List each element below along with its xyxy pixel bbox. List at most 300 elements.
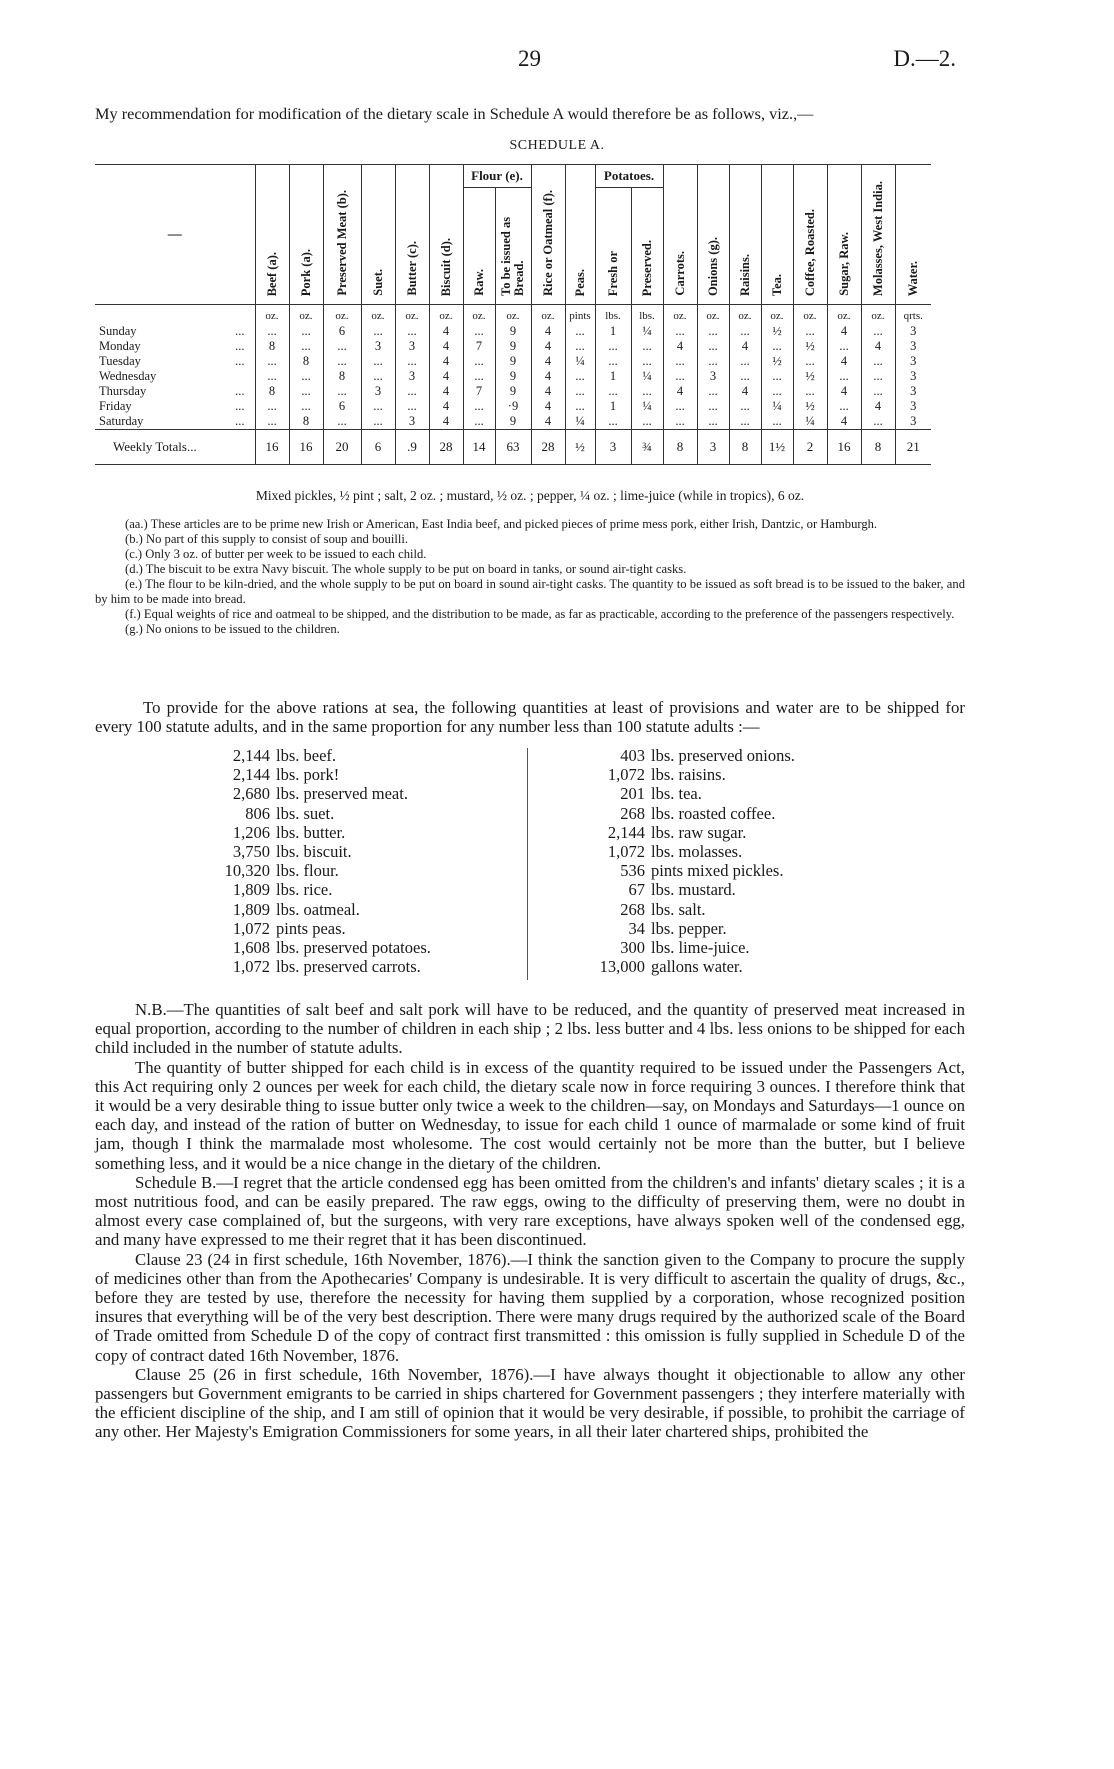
note-item: (b.) No part of this supply to consist of soup and bouilli. <box>125 532 408 546</box>
unit-cell: oz. <box>729 305 761 325</box>
table-cell: ¼ <box>631 369 663 384</box>
unit-cell: oz. <box>827 305 861 325</box>
table-cell: ... <box>463 399 495 414</box>
table-cell: ... <box>463 324 495 339</box>
table-cell: 8 <box>323 369 361 384</box>
leader-dots: ... <box>235 354 245 368</box>
weekly-totals-row <box>95 430 931 465</box>
unit-cell: oz. <box>323 305 361 325</box>
quantity-amount: 2,144 <box>232 746 270 765</box>
table-cell: ... <box>595 414 631 430</box>
schedule-title: SCHEDULE A. <box>509 138 605 153</box>
unit-cell: lbs. <box>631 305 663 325</box>
table-cell: 4 <box>531 414 565 430</box>
table-cell: ... <box>793 384 827 399</box>
quantity-row <box>570 957 900 976</box>
leader-dots: ... <box>235 399 245 413</box>
note-item: (g.) No onions to be issued to the children. <box>125 622 340 636</box>
units-row-label <box>95 305 255 325</box>
total-cell: ¾ <box>631 430 663 465</box>
table-cell: 3 <box>895 384 931 399</box>
quantity-row <box>175 823 505 842</box>
body-paragraph: Clause 25 (26 in first schedule, 16th November, 1876).—I have always thought it objectionable to allow any other passengers but Government emigrants to be carried in ships chartered for Government passengers ; they interfere materially with the efficient discipline of the ship, and I am still of opinion that it would be very desirable, if possible, to prohibit the carriage of any other. Her Majesty's Emigration Commissioners for some years, in all their later chartered ships, prohibited the <box>95 1364 965 1442</box>
unit-cell: oz. <box>395 305 429 325</box>
table-cell: 3 <box>895 324 931 339</box>
unit-cell: pints <box>565 305 595 325</box>
table-row <box>95 339 931 354</box>
table-cell: ½ <box>761 354 793 369</box>
quantity-row <box>175 784 505 803</box>
table-cell: ... <box>631 414 663 430</box>
quantity-row <box>175 957 505 976</box>
unit-cell: oz. <box>429 305 463 325</box>
table-cell: 3 <box>895 414 931 430</box>
quantity-item: pints peas. <box>276 918 346 938</box>
quantity-row <box>175 900 505 919</box>
total-cell: ½ <box>565 430 595 465</box>
quantity-amount: 201 <box>620 784 645 804</box>
table-cell: ... <box>793 324 827 339</box>
unit-cell: oz. <box>761 305 793 325</box>
table-cell: ... <box>565 399 595 414</box>
quantity-amount: 268 <box>620 899 645 919</box>
quantity-amount: 1,608 <box>232 938 270 958</box>
table-cell: 3 <box>395 339 429 354</box>
table-cell: ½ <box>761 324 793 339</box>
table-cell: ... <box>395 354 429 369</box>
col-header: Butter (c). <box>404 241 419 296</box>
quantity-row <box>175 919 505 938</box>
quantity-row <box>570 880 900 899</box>
table-cell: ... <box>827 339 861 354</box>
body-paragraph: Clause 23 (24 in first schedule, 16th November, 1876).—I think the sanction given to the Company to procure the supply of medicines other than from the Apothecaries' Company is undesirable. It is very difficult to ascertain the quality of drugs, &c., before they are tested by use, therefore the necessity for having them supplied by a corporation, whose recognized position insures that everything will be of the very best description. There were many drugs required by the authorized scale of the Board of Trade omitted from Schedule D of the copy of contract first transmitted : this omission is fully supplied in Schedule D of the copy of contract dated 16th November, 1876. <box>95 1249 965 1365</box>
col-header: Carrots. <box>672 251 687 296</box>
table-cell: 8 <box>255 384 289 399</box>
table-cell: 1 <box>595 324 631 339</box>
table-cell: ... <box>595 384 631 399</box>
col-header: Beef (a). <box>264 251 279 296</box>
table-cell: ... <box>663 354 697 369</box>
table-cell: ... <box>361 354 395 369</box>
quantity-item: lbs. preserved potatoes. <box>276 938 431 958</box>
day-label: Monday <box>99 339 141 353</box>
col-header: Preserved. <box>639 239 654 296</box>
quantity-amount: 2,144 <box>607 822 645 842</box>
quantity-row <box>570 900 900 919</box>
table-cell: ... <box>323 339 361 354</box>
table-cell: ¼ <box>565 414 595 430</box>
table-cell: ... <box>697 324 729 339</box>
note-item: (d.) The biscuit to be extra Navy biscuit. The whole supply to be put on board in tanks, or sound air-tight casks. <box>125 562 687 576</box>
column-divider <box>527 748 528 980</box>
unit-cell: oz. <box>697 305 729 325</box>
unit-cell: oz. <box>861 305 895 325</box>
table-cell: ... <box>289 399 323 414</box>
table-cell: ... <box>697 339 729 354</box>
leader-dots: ... <box>235 414 245 428</box>
table-cell: 9 <box>495 414 531 430</box>
table-cell: ... <box>663 324 697 339</box>
quantity-amount: 2,680 <box>232 784 270 804</box>
table-cell: ·9 <box>495 399 531 414</box>
quantity-row <box>570 823 900 842</box>
col-header: Biscuit (d). <box>438 237 453 296</box>
quantity-row <box>175 746 505 765</box>
table-cell: ... <box>729 369 761 384</box>
quantity-row <box>570 804 900 823</box>
table-cell: 3 <box>895 369 931 384</box>
table-cell: 4 <box>531 384 565 399</box>
quantity-item: lbs. preserved carrots. <box>276 957 421 977</box>
table-cell: ... <box>697 414 729 430</box>
potatoes-group-header: Potatoes. <box>595 165 663 188</box>
table-cell: ¼ <box>565 354 595 369</box>
note-item: (e.) The flour to be kiln-dried, and the whole supply to be put on board in sound air-tight casks. The quantity to be issued as soft bread is to be issued to the baker, and by him to be made into bread. <box>95 577 965 606</box>
quantity-item: lbs. tea. <box>651 784 702 804</box>
col-header: Rice or Oatmeal (f). <box>540 190 555 296</box>
quantity-row <box>175 804 505 823</box>
table-cell: 4 <box>729 384 761 399</box>
table-cell: ... <box>255 324 289 339</box>
table-row <box>95 324 931 339</box>
body-paragraph: Schedule B.—I regret that the article condensed egg has been omitted from the children's and infants' dietary scales ; it is a most nutritious food, and can be easily prepared. The raw eggs, owing to the difficulty of preserving them, were no doubt in almost every case complained of, but the surgeons, with very rare exceptions, have always spoken well of the condensed egg, and many have expressed to me their regret that it has been discontinued. <box>95 1172 965 1250</box>
table-cell: 4 <box>531 324 565 339</box>
table-cell: ... <box>323 354 361 369</box>
mixed-provisions-line: Mixed pickles, ½ pint ; salt, 2 oz. ; mustard, ½ oz. ; pepper, ¼ oz. ; lime-juice (while in tropics), 6 oz. <box>255 488 805 503</box>
table-cell: ¼ <box>761 399 793 414</box>
quantity-amount: 1,072 <box>607 842 645 862</box>
table-cell: ... <box>595 339 631 354</box>
quantity-item: lbs. flour. <box>276 861 339 881</box>
table-cell: 3 <box>895 354 931 369</box>
table-cell: 4 <box>663 384 697 399</box>
table-cell: ... <box>697 399 729 414</box>
col-header: Water. <box>905 260 920 296</box>
col-header: Peas. <box>572 268 587 296</box>
col-header: To be issued as Bread. <box>499 216 526 296</box>
table-cell: 6 <box>323 399 361 414</box>
table-cell: 4 <box>429 399 463 414</box>
quantity-item: gallons water. <box>651 957 743 977</box>
table-cell: ... <box>361 369 395 384</box>
quantity-item: lbs. molasses. <box>651 842 743 862</box>
table-cell: ... <box>323 414 361 430</box>
table-cell: ¼ <box>631 399 663 414</box>
table-cell: ... <box>361 414 395 430</box>
body-text <box>95 1000 965 1442</box>
quantity-amount: 268 <box>620 803 645 823</box>
table-cell: 4 <box>827 324 861 339</box>
day-label: Saturday <box>99 414 144 428</box>
quantity-amount: 2,144 <box>232 765 270 785</box>
table-cell: 9 <box>495 324 531 339</box>
table-cell: ½ <box>793 399 827 414</box>
unit-cell: oz. <box>793 305 827 325</box>
table-cell: 3 <box>361 384 395 399</box>
quantity-item: lbs. suet. <box>276 803 335 823</box>
col-header: Tea. <box>769 273 784 296</box>
note-item: (f.) Equal weights of rice and oatmeal to be shipped, and the distribution to be made, as far as practicable, according to the preference of the passengers respectively. <box>125 607 955 621</box>
table-cell: ... <box>395 324 429 339</box>
table-cell: 7 <box>463 339 495 354</box>
table-cell: ... <box>361 399 395 414</box>
quantity-amount: 34 <box>628 918 645 938</box>
total-cell: 8 <box>729 430 761 465</box>
total-cell: 8 <box>861 430 895 465</box>
table-cell: 4 <box>531 339 565 354</box>
body-paragraph: N.B.—The quantities of salt beef and salt pork will have to be reduced, and the quantity of preserved meat increased in equal proportion, according to the number of children in each ship ; 2 lbs. less butter and 4 lbs. less onions to be shipped for each child included in the number of statute adults. <box>95 1000 965 1058</box>
table-cell: 9 <box>495 384 531 399</box>
total-cell: 3 <box>595 430 631 465</box>
table-cell: 6 <box>323 324 361 339</box>
table-cell: 4 <box>729 339 761 354</box>
note-item: (aa.) These articles are to be prime new Irish or American, East India beef, and picked pieces of prime mess pork, either Irish, Dantzic, or Hamburgh. <box>125 517 878 531</box>
table-cell: 4 <box>429 339 463 354</box>
table-row <box>95 399 931 414</box>
quantity-amount: 300 <box>620 938 645 958</box>
quantity-amount: 3,750 <box>232 842 270 862</box>
table-cell: ... <box>663 414 697 430</box>
table-cell: 7 <box>463 384 495 399</box>
table-cell: 4 <box>531 399 565 414</box>
quantity-item: lbs. butter. <box>276 822 346 842</box>
provisions-intro: To provide for the above rations at sea, the following quantities at least of provisions and water are to be shipped for every 100 statute adults, and in the same proportion for any number less than 100 statute adults :— <box>95 698 965 736</box>
quantities-right-column <box>570 746 900 976</box>
col-header: Molasses, West India. <box>870 180 885 296</box>
quantity-amount: 67 <box>628 880 645 900</box>
table-cell: ... <box>565 339 595 354</box>
table-cell: ... <box>729 414 761 430</box>
quantity-row <box>570 861 900 880</box>
table-cell: ... <box>565 324 595 339</box>
quantity-item: lbs. pepper. <box>651 918 727 938</box>
quantity-row <box>570 746 900 765</box>
table-cell: 4 <box>429 324 463 339</box>
table-cell: 3 <box>895 339 931 354</box>
table-cell: ... <box>729 399 761 414</box>
day-label: Thursday <box>99 384 147 398</box>
table-cell: ... <box>861 324 895 339</box>
dietary-scale-table <box>95 164 931 465</box>
body-paragraph: The quantity of butter shipped for each child is in excess of the quantity required to be issued under the Passengers Act, this Act requiring only 2 ounces per week for each child, the dietary scale now in force requiring 3 ounces. I therefore think that it would be a very desirable thing to issue butter only twice a week to the children—say, on Mondays and Saturdays—1 ounce on each day, and instead of the ration of butter on Wednesday, to issue for each child 1 ounce of marmalade or some kind of fruit jam, though I think the marmalade most wholesome. The cost would certainly not be more than the butter, but I believe something less, and it would be a nice change in the dietary of the children. <box>95 1057 965 1173</box>
table-cell: ... <box>761 384 793 399</box>
table-cell: ... <box>323 384 361 399</box>
unit-cell: oz. <box>663 305 697 325</box>
unit-cell: oz. <box>289 305 323 325</box>
table-cell: ... <box>729 354 761 369</box>
table-cell: ... <box>395 384 429 399</box>
quantity-item: lbs. roasted coffee. <box>651 803 776 823</box>
table-cell: ... <box>861 384 895 399</box>
table-cell: ¼ <box>793 414 827 430</box>
col-header: Raw. <box>471 269 486 296</box>
page-number: 29 <box>518 46 541 71</box>
table-row <box>95 414 931 430</box>
quantity-amount: 1,072 <box>607 765 645 785</box>
quantity-row <box>175 842 505 861</box>
leader-dots: ... <box>235 324 245 338</box>
table-cell: ... <box>255 414 289 430</box>
table-cell: ... <box>761 414 793 430</box>
quantity-row <box>175 938 505 957</box>
day-label: Friday <box>99 399 132 413</box>
table-cell: ... <box>861 354 895 369</box>
col-header: Sugar, Raw. <box>836 232 851 296</box>
table-cell: ... <box>761 369 793 384</box>
table-cell: 3 <box>361 339 395 354</box>
quantity-amount: 10,320 <box>224 861 270 881</box>
table-cell: ... <box>289 369 323 384</box>
total-cell: 2 <box>793 430 827 465</box>
total-cell: 28 <box>531 430 565 465</box>
table-notes <box>95 488 965 637</box>
table-cell: ... <box>663 399 697 414</box>
table-cell: ... <box>289 384 323 399</box>
quantity-amount: 1,072 <box>232 918 270 938</box>
table-cell: 1 <box>595 369 631 384</box>
table-cell: 4 <box>861 339 895 354</box>
total-cell: 1½ <box>761 430 793 465</box>
quantity-row <box>570 938 900 957</box>
table-cell: ... <box>827 399 861 414</box>
unit-cell: oz. <box>495 305 531 325</box>
table-cell: 4 <box>827 414 861 430</box>
table-row <box>95 354 931 369</box>
note-item: (c.) Only 3 oz. of butter per week to be issued to each child. <box>125 547 427 561</box>
quantity-item: lbs. rice. <box>276 880 333 900</box>
table-cell: ... <box>255 354 289 369</box>
quantity-item: lbs. salt. <box>651 899 706 919</box>
quantity-amount: 1,206 <box>232 822 270 842</box>
table-cell: 4 <box>827 354 861 369</box>
quantity-amount: 403 <box>620 746 645 765</box>
table-cell: 3 <box>395 369 429 384</box>
table-row <box>95 369 931 384</box>
table-cell: ... <box>631 384 663 399</box>
quantity-item: lbs. preserved meat. <box>276 784 408 804</box>
table-cell: 4 <box>663 339 697 354</box>
table-cell: ... <box>861 369 895 384</box>
table-cell: 4 <box>531 369 565 384</box>
quantity-row <box>570 919 900 938</box>
quantity-amount: 806 <box>245 803 270 823</box>
day-label: Sunday <box>99 324 137 338</box>
quantity-row <box>175 765 505 784</box>
col-header: Preserved Meat (b). <box>334 190 349 296</box>
quantity-row <box>570 765 900 784</box>
table-cell: ½ <box>793 339 827 354</box>
quantity-amount: 1,072 <box>232 957 270 977</box>
table-row <box>95 384 931 399</box>
table-cell: 4 <box>429 369 463 384</box>
unit-cell: oz. <box>361 305 395 325</box>
quantity-item: lbs. pork! <box>276 765 340 785</box>
table-cell: ... <box>595 354 631 369</box>
total-cell: 14 <box>463 430 495 465</box>
day-label: Tuesday <box>99 354 141 368</box>
col-header: Raisins. <box>737 253 752 296</box>
col-header: Fresh or <box>605 250 620 296</box>
table-cell: 9 <box>495 354 531 369</box>
quantity-row <box>175 861 505 880</box>
table-cell: 4 <box>429 354 463 369</box>
table-cell: ¼ <box>631 324 663 339</box>
table-cell: ... <box>255 399 289 414</box>
quantity-item: lbs. raisins. <box>651 765 726 785</box>
unit-cell: qrts. <box>895 305 931 325</box>
total-cell: 16 <box>255 430 289 465</box>
table-cell: ... <box>463 369 495 384</box>
table-cell: ½ <box>793 369 827 384</box>
total-cell: 21 <box>895 430 931 465</box>
table-cell: ... <box>793 354 827 369</box>
table-cell: 3 <box>697 369 729 384</box>
table-cell: 1 <box>595 399 631 414</box>
quantity-row <box>570 784 900 803</box>
table-cell: 4 <box>429 384 463 399</box>
col-header: Suet. <box>370 269 385 296</box>
quantity-amount: 13,000 <box>599 957 645 977</box>
quantity-row <box>570 842 900 861</box>
table-cell: ... <box>827 369 861 384</box>
total-cell: 6 <box>361 430 395 465</box>
table-cell: 9 <box>495 369 531 384</box>
document-reference: D.—2. <box>893 46 956 71</box>
unit-cell: oz. <box>463 305 495 325</box>
table-cell: 4 <box>531 354 565 369</box>
total-cell: 3 <box>697 430 729 465</box>
quantity-item: lbs. lime-juice. <box>651 938 750 958</box>
table-cell: 3 <box>395 414 429 430</box>
table-cell: ... <box>697 354 729 369</box>
flour-group-header: Flour (e). <box>463 165 531 188</box>
intro-paragraph: My recommendation for modification of the dietary scale in Schedule A would therefore be as follows, viz.,— <box>95 104 814 123</box>
table-cell: 4 <box>429 414 463 430</box>
table-cell: 8 <box>289 414 323 430</box>
table-cell: ... <box>729 324 761 339</box>
table-cell: ... <box>361 324 395 339</box>
col-header: Pork (a). <box>298 248 313 296</box>
quantity-item: lbs. biscuit. <box>276 842 352 862</box>
total-cell: 20 <box>323 430 361 465</box>
table-cell: 4 <box>827 384 861 399</box>
quantity-item: lbs. mustard. <box>651 880 736 900</box>
totals-label: Weekly Totals... <box>95 430 255 465</box>
table-cell: ... <box>697 384 729 399</box>
table-cell: ... <box>289 324 323 339</box>
leader-dots: ... <box>235 339 245 353</box>
col-header: Coffee, Roasted. <box>802 208 817 296</box>
quantity-item: lbs. preserved onions. <box>651 746 795 765</box>
table-cell: ... <box>663 369 697 384</box>
quantity-item: lbs. oatmeal. <box>276 899 360 919</box>
table-cell: 9 <box>495 339 531 354</box>
unit-cell: oz. <box>255 305 289 325</box>
table-cell: ... <box>255 369 289 384</box>
table-cell: ... <box>565 369 595 384</box>
total-cell: 8 <box>663 430 697 465</box>
day-label: Wednesday <box>99 369 157 383</box>
total-cell: 63 <box>495 430 531 465</box>
table-cell: 8 <box>289 354 323 369</box>
quantity-item: pints mixed pickles. <box>651 861 784 881</box>
table-cell: ... <box>565 384 595 399</box>
leader-dots <box>225 369 255 384</box>
total-cell: 16 <box>289 430 323 465</box>
unit-cell: lbs. <box>595 305 631 325</box>
total-cell: .9 <box>395 430 429 465</box>
total-cell: 16 <box>827 430 861 465</box>
